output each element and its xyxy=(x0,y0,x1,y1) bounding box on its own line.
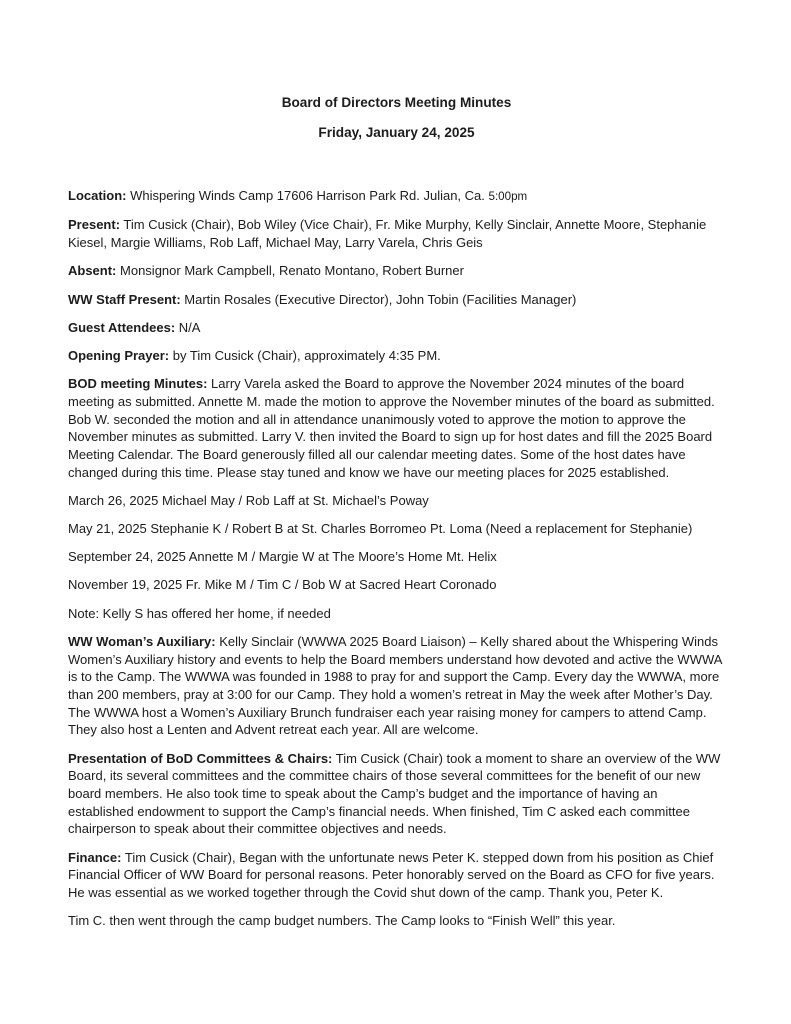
finance-text: Tim Cusick (Chair), Began with the unfortunate news Peter K. stepped down from his position as Chief Financial Officer of WW Board for personal reasons. Peter honorably served on the Board as CFO for five years. He was essential as we worked together through the Covid shut down of the camp. Thank you, Peter K. xyxy=(68,849,715,900)
womens-auxiliary-label: WW Woman’s Auxiliary: xyxy=(68,633,216,649)
womens-auxiliary-paragraph xyxy=(68,633,725,739)
absent-text: Monsignor Mark Campbell, Renato Montano, Robert Burner xyxy=(120,263,464,279)
present-text: Tim Cusick (Chair), Bob Wiley (Vice Chair), Fr. Mike Murphy, Kelly Sinclair, Annette Moore, Stephanie Kiesel, Margie Williams, Rob Laff, Michael May, Larry Varela, Chris Geis xyxy=(68,217,707,251)
opening-prayer-line xyxy=(68,347,725,365)
finance-paragraph xyxy=(68,849,725,902)
committees-text: Tim Cusick (Chair) took a moment to share an overview of the WW Board, its several committees and the committee chairs of those several committees for the benefit of our new board members. He also took time to speak about the Camp’s budget and the importance of having an established endowment to support the Camp’s financial needs. When finished, Tim C asked each committee chairperson to speak about their committee objectives and needs. xyxy=(68,750,721,837)
bod-minutes-label: BOD meeting Minutes: xyxy=(68,376,208,392)
location-line xyxy=(68,187,725,206)
document-title: Board of Directors Meeting Minutes xyxy=(281,95,512,110)
document-date: Friday, January 24, 2025 xyxy=(318,124,475,140)
location-text: Whispering Winds Camp 17606 Harrison Park Rd. Julian, Ca. xyxy=(130,188,485,204)
present-label: Present: xyxy=(68,217,121,233)
calendar-date-march: March 26, 2025 Michael May / Rob Laff at St. Michael’s Poway xyxy=(68,492,429,508)
guest-attendees-label: Guest Attendees: xyxy=(68,319,176,335)
opening-prayer-label: Opening Prayer: xyxy=(68,347,170,363)
committees-paragraph xyxy=(68,750,725,839)
location-time: 5:00pm xyxy=(488,190,528,204)
opening-prayer-text: by Tim Cusick (Chair), approximately 4:35 PM. xyxy=(172,347,441,363)
womens-auxiliary-text: Kelly Sinclair (WWWA 2025 Board Liaison) – Kelly shared about the Whispering Winds Women’s Auxiliary history and events to help the Board members understand how devoted and active the WWWA is to the Camp. The WWWA was founded in 1988 to pray for and support the Camp. Every day the WWWA, more than 200 members, pray at 3:00 for our Camp. They hold a women’s retreat in May the week after Mother’s Day. The WWWA host a Women’s Auxiliary Brunch fundraiser each year raising money for campers to attend Camp. They also host a Lenten and Advent retreat each year. All are welcome. xyxy=(68,633,722,738)
bod-minutes-paragraph xyxy=(68,375,725,481)
staff-present-label: WW Staff Present: xyxy=(68,291,181,307)
location-label: Location: xyxy=(68,188,127,204)
present-line xyxy=(68,216,725,251)
host-note-line: Note: Kelly S has offered her home, if needed xyxy=(68,605,331,621)
budget-closing-line: Tim C. then went through the camp budget numbers. The Camp looks to “Finish Well” this year. xyxy=(68,913,616,929)
guest-attendees-text: N/A xyxy=(178,319,201,335)
calendar-date-november: November 19, 2025 Fr. Mike M / Tim C / Bob W at Sacred Heart Coronado xyxy=(68,577,497,593)
guest-attendees-line xyxy=(68,319,725,337)
calendar-date-may: May 21, 2025 Stephanie K / Robert B at St. Charles Borromeo Pt. Loma (Need a replacement for Stephanie) xyxy=(68,521,693,537)
absent-label: Absent: xyxy=(68,263,117,279)
bod-minutes-text: Larry Varela asked the Board to approve the November 2024 minutes of the board meeting as submitted. Annette M. made the motion to approve the November minutes of the board as submitted. Bob W. seconded the motion and all in attendance unanimously voted to approve the motion to approve the November minutes as submitted. Larry V. then invited the Board to sign up for host dates and fill the 2025 Board Meeting Calendar. The Board generously filled all our calendar meeting dates. Some of the host dates have changed during this time. Please stay tuned and know we have our meeting places for 2025 established. xyxy=(68,376,715,480)
finance-label: Finance: xyxy=(68,849,122,865)
staff-present-line xyxy=(68,291,725,309)
staff-present-text: Martin Rosales (Executive Director), John Tobin (Facilities Manager) xyxy=(184,291,577,307)
calendar-date-september: September 24, 2025 Annette M / Margie W at The Moore’s Home Mt. Helix xyxy=(68,549,497,565)
absent-line xyxy=(68,262,725,280)
committees-label: Presentation of BoD Committees & Chairs: xyxy=(68,750,333,766)
